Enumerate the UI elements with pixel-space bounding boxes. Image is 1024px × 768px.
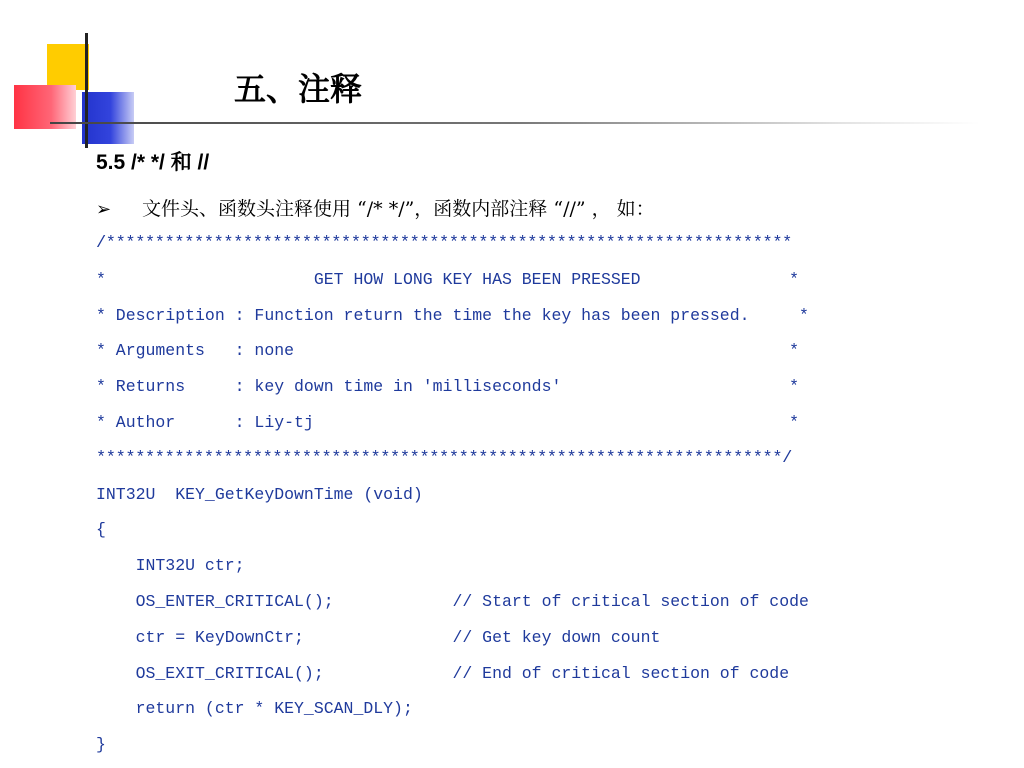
code-line-return: return (ctr * KEY_SCAN_DLY); <box>96 699 413 719</box>
bullet-text: 文件头、函数头注释使用 “/* */”，函数内部注释 “//” ， 如： <box>142 198 655 220</box>
code-line-exit-critical: OS_EXIT_CRITICAL(); // End of critical section of code <box>96 663 790 683</box>
comment-arguments-line: * Arguments : none * <box>96 341 800 361</box>
comment-border-top: /********************************************************************** <box>96 234 792 253</box>
decorative-vertical-line <box>85 33 88 148</box>
decorative-blue-square <box>82 92 134 144</box>
close-brace: } <box>96 735 106 755</box>
code-line-enter-critical: OS_ENTER_CRITICAL(); // Start of critical section of code <box>96 591 809 611</box>
bullet-item <box>96 194 655 221</box>
title-underline <box>50 122 980 124</box>
open-brace: { <box>96 520 106 540</box>
code-line-declaration: INT32U ctr; <box>96 556 245 576</box>
arrow-bullet-icon: ➢ <box>96 199 112 220</box>
comment-author-line: * Author : Liy-tj * <box>96 412 800 432</box>
slide-title: 五、注释 <box>234 70 363 108</box>
decorative-yellow-square <box>47 44 89 90</box>
comment-description-line: * Description : Function return the time the key has been pressed. * <box>96 305 809 325</box>
section-heading: 5.5 /* */ 和 // <box>96 151 210 174</box>
code-line-assignment: ctr = KeyDownCtr; // Get key down count <box>96 627 661 647</box>
comment-border-bottom: **********************************************************************/ <box>96 448 792 468</box>
function-signature: INT32U KEY_GetKeyDownTime (void) <box>96 484 423 504</box>
code-block <box>96 226 809 763</box>
comment-returns-line: * Returns : key down time in 'milliseconds' * <box>96 377 800 397</box>
comment-title-line: * GET HOW LONG KEY HAS BEEN PRESSED * <box>96 269 800 289</box>
